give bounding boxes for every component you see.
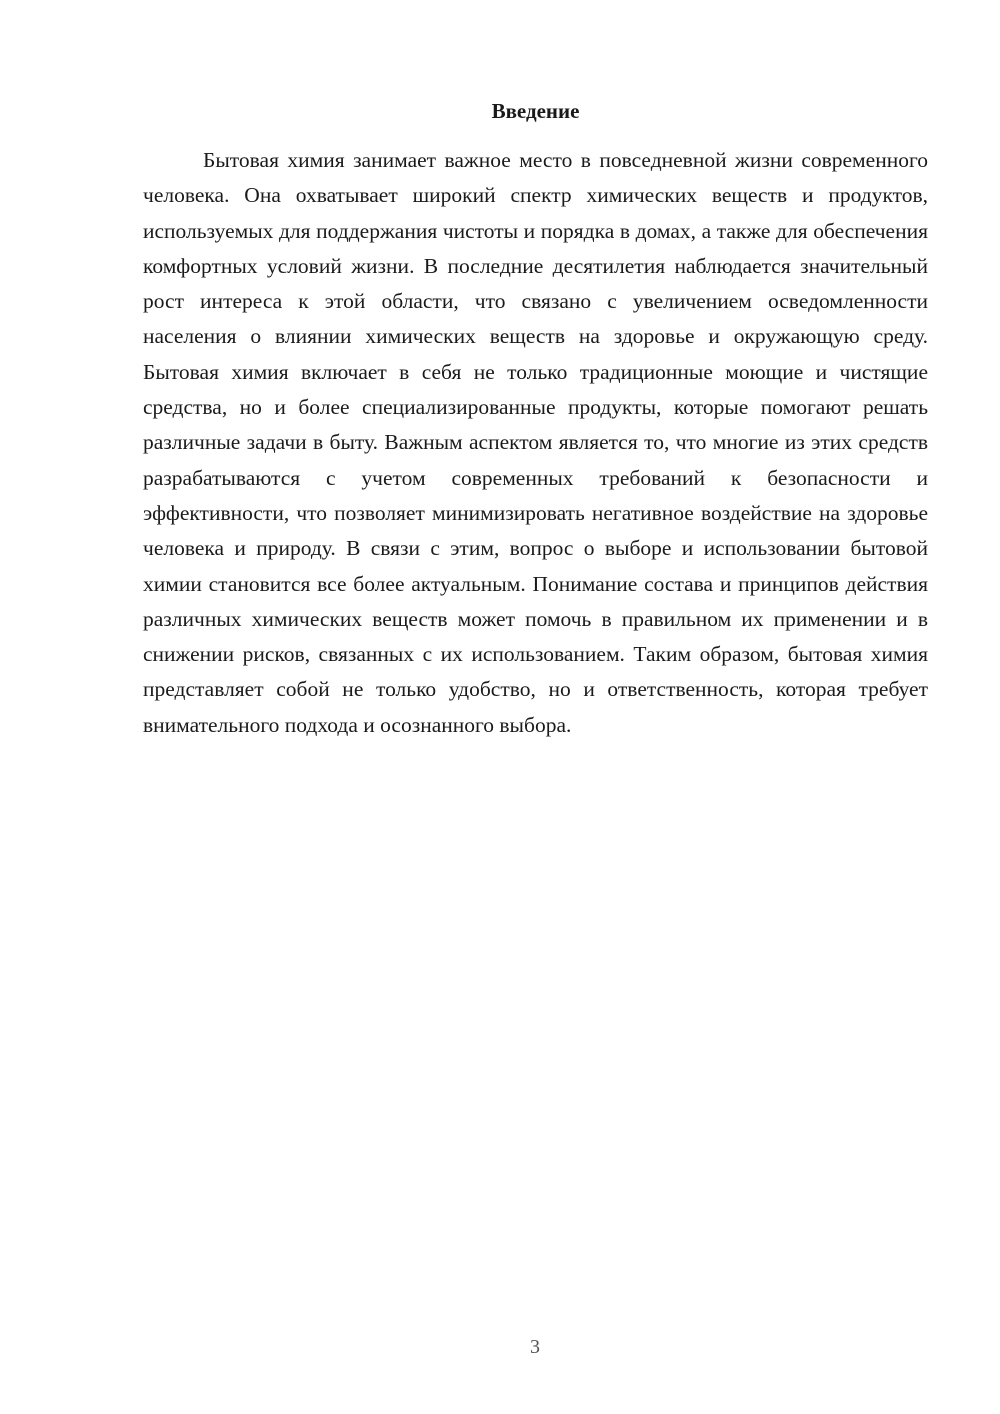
body-paragraph: Бытовая химия занимает важное место в повседневной жизни современного человека. Она охватывает широкий спектр химических веществ и продуктов, используемых для поддержания чистоты и порядка в домах, а также для обеспечения комфортных условий жизни. В последние десятилетия наблюдается значительный рост интереса к этой области, что связано с увеличением осведомленности населения о влиянии химических веществ на здоровье и окружающую среду. Бытовая химия включает в себя не только традиционные моющие и чистящие средства, но и более специализированные продукты, которые помогают решать различные задачи в быту. Важным аспектом является то, что многие из этих средств разрабатываются с учетом современных требований к безопасности и эффективности, что позволяет минимизировать негативное воздействие на здоровье человека и природу. В связи с этим, вопрос о выборе и использовании бытовой химии становится все более актуальным. Понимание состава и принципов действия различных химических веществ может помочь в правильном их применении и в снижении рисков, связанных с их использованием. Таким образом, бытовая химия представляет собой не только удобство, но и ответственность, которая требует внимательного подхода и осознанного выбора. xyxy=(143,148,928,737)
page-number: 3 xyxy=(530,1336,540,1358)
section-heading: Введение xyxy=(491,99,580,123)
